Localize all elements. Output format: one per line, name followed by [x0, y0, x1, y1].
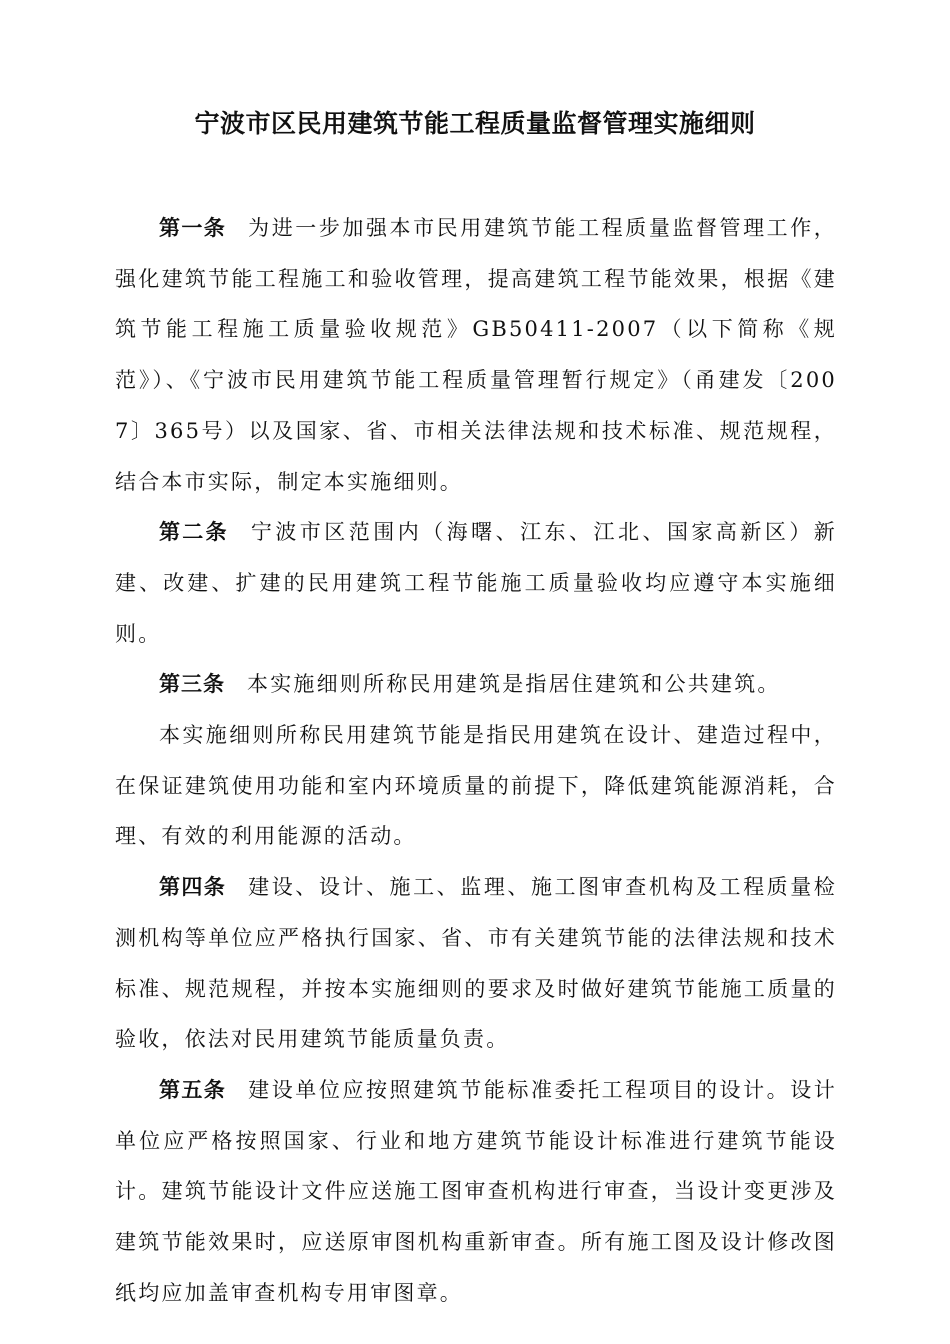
- document-title: 宁波市区民用建筑节能工程质量监督管理实施细则: [194, 109, 756, 138]
- article-2-text: 宁波市区范围内（海曙、江东、江北、国家高新区）新建、改建、扩建的民用建筑工程节能施工质量验收均应遵守本实施细则。: [115, 520, 837, 646]
- article-1-text: 为进一步加强本市民用建筑节能工程质量监督管理工作，强化建筑节能工程施工和验收管理，提高建筑工程节能效果，根据《建筑节能工程施工质量验收规范》GB50411-2007（以下简称《规范》）、《宁波市民用建筑节能工程质量管理暂行规定》（甬建发〔2007〕365号）以及国家、省、市相关法律法规和技术标准、规范规程，结合本市实际，制定本实施细则。: [115, 216, 838, 494]
- article-4-paragraph: [115, 862, 837, 1065]
- document-body: [115, 203, 837, 1318]
- article-3-paragraph: [115, 659, 837, 710]
- article-4-text: 建设、设计、施工、监理、施工图审查机构及工程质量检测机构等单位应严格执行国家、省、市有关建筑节能的法律法规和技术标准、规范规程，并按本实施细则的要求及时做好建筑节能施工质量的验收，依法对民用建筑节能质量负责。: [115, 875, 838, 1052]
- article-5-paragraph: [115, 1065, 837, 1319]
- article-2-paragraph: [115, 507, 837, 659]
- article-5-heading: 第五条: [159, 1077, 227, 1102]
- article-3-continuation-paragraph: [115, 710, 837, 862]
- article-1-paragraph: [115, 203, 837, 507]
- article-3-text: 本实施细则所称民用建筑是指居住建筑和公共建筑。: [247, 672, 781, 697]
- article-4-heading: 第四条: [159, 875, 227, 900]
- article-2-heading: 第二条: [159, 520, 229, 545]
- article-3-heading: 第三条: [159, 672, 225, 697]
- article-5-text: 建设单位应按照建筑节能标准委托工程项目的设计。设计单位应严格按照国家、行业和地方建筑节能设计标准进行建筑节能设计。建筑节能设计文件应送施工图审查机构进行审查，当设计变更涉及建筑节能效果时，应送原审图机构重新审查。所有施工图及设计修改图纸均应加盖审查机构专用审图章。: [115, 1077, 838, 1305]
- article-1-heading: 第一条: [159, 216, 227, 240]
- article-3-continuation-text: 本实施细则所称民用建筑节能是指民用建筑在设计、建造过程中，在保证建筑使用功能和室内环境质量的前提下，降低建筑能源消耗，合理、有效的利用能源的活动。: [115, 723, 837, 849]
